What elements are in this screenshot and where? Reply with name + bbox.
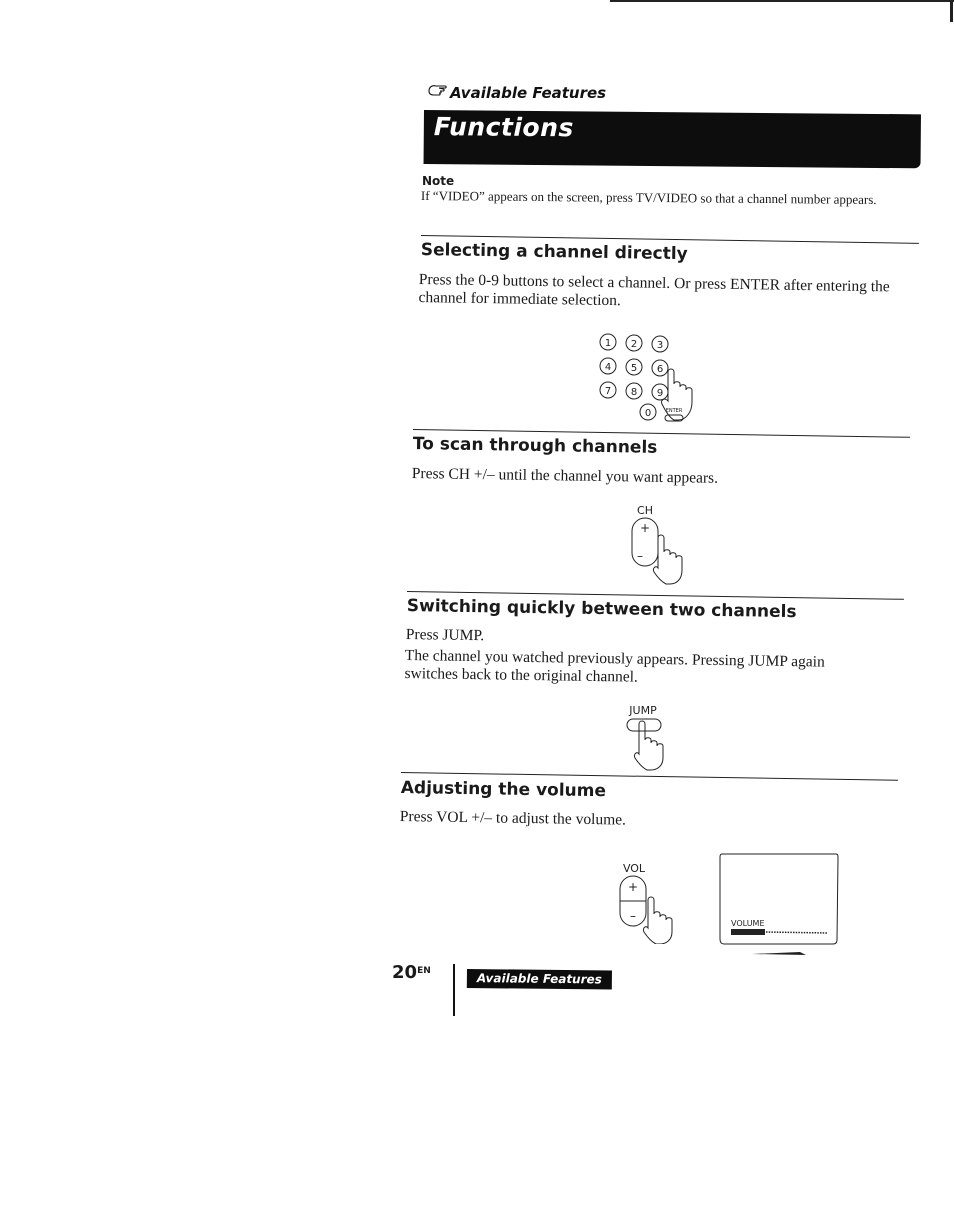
section-body-volume: Press VOL +/– to adjust the volume. (399, 808, 627, 829)
vol-minus: – (630, 909, 636, 923)
section-body-switch-line1: Press JUMP. (405, 626, 485, 645)
top-rule (610, 0, 954, 2)
page-number (392, 962, 431, 983)
jump-label: JUMP (629, 704, 657, 717)
top-tick (950, 0, 953, 22)
pointing-hand-icon (634, 721, 663, 770)
footer-section-badge: Available Features (467, 969, 612, 990)
volume-bar-empty (766, 932, 828, 933)
enter-key-label: ENTER (665, 408, 683, 414)
key-1: 1 (604, 338, 612, 349)
pointing-hand-icon (643, 897, 672, 944)
ch-label: CH (637, 504, 653, 517)
section-title-volume: Adjusting the volume (400, 778, 607, 802)
vol-button-illustration (608, 858, 698, 944)
key-9: 9 (656, 388, 664, 399)
page-number-value: 20 (392, 962, 418, 983)
breadcrumb (428, 84, 606, 102)
volume-bar-filled (731, 929, 765, 935)
tv-screen-illustration (716, 850, 844, 960)
section-title-switch-channels: Switching quickly between two channels (406, 596, 797, 623)
key-7: 7 (604, 386, 612, 397)
hand-pointer-icon (428, 84, 448, 102)
key-4: 4 (604, 362, 612, 373)
ch-button-illustration (620, 500, 710, 586)
section-title-scan-channels: To scan through channels (412, 434, 658, 458)
key-2: 2 (630, 339, 638, 350)
section-body-select-channel: Press the 0-9 buttons to select a channel. Or press ENTER after entering the channel for immediate selection. (418, 271, 890, 310)
tv-stand (752, 952, 806, 955)
jump-button-illustration (615, 700, 685, 774)
vol-plus: + (627, 880, 639, 894)
jump-key-shape (627, 719, 661, 731)
section-body-switch-line2: The channel you watched previously appears. Pressing JUMP again switches back to the original channel. (404, 647, 825, 686)
keypad-illustration (586, 326, 726, 426)
key-0: 0 (644, 408, 652, 419)
breadcrumb-text: Available Features (450, 84, 607, 102)
page-number-suffix: EN (417, 966, 431, 976)
vol-label: VOL (622, 862, 646, 875)
pointing-hand-icon (653, 535, 682, 584)
ch-minus: – (637, 549, 643, 563)
note-label: Note (422, 174, 455, 188)
ch-plus: + (639, 521, 651, 535)
section-body-scan-channels: Press CH +/– until the channel you want appears. (411, 465, 719, 487)
section-title-select-channel: Selecting a channel directly (420, 240, 688, 265)
page-title-bar (424, 110, 921, 168)
key-5: 5 (630, 363, 638, 374)
note-text: If “VIDEO” appears on the screen, press TV/VIDEO so that a channel number appears. (420, 188, 877, 207)
footer-divider (453, 964, 455, 1016)
key-3: 3 (656, 340, 664, 351)
volume-osd-label: VOLUME (731, 919, 765, 928)
key-6: 6 (656, 364, 664, 375)
page-title: Functions (433, 112, 574, 143)
key-8: 8 (630, 387, 638, 398)
